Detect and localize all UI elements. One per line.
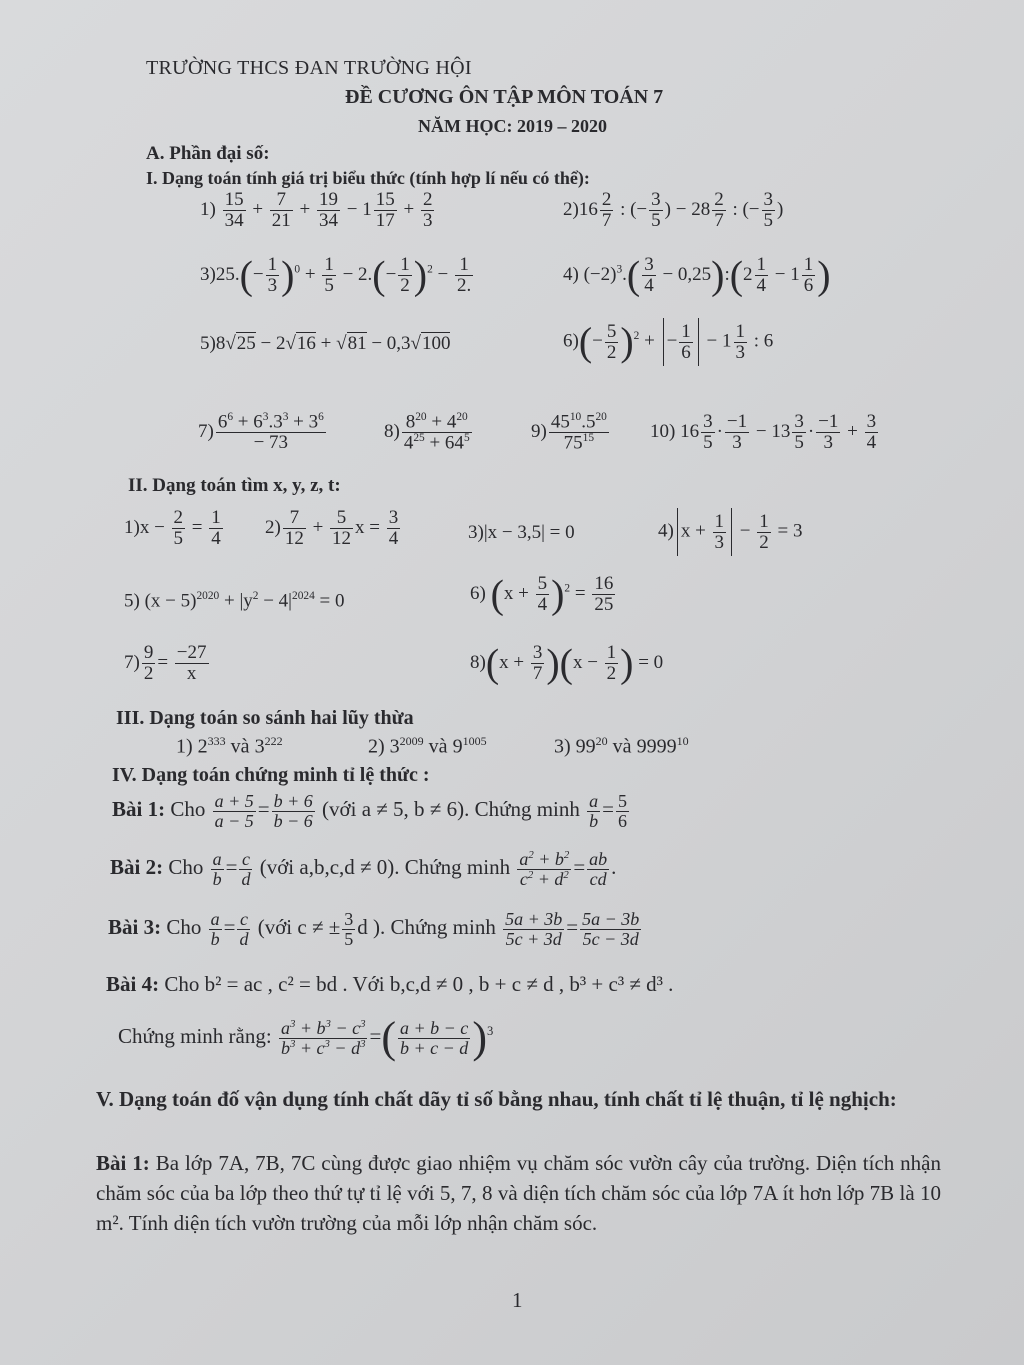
cho: Cho: [168, 855, 204, 880]
find-x-2: 2) $\frac{7}{12}$ + $\frac{5}{12}$ x = $\frac{3}{4}$: [265, 507, 399, 549]
exponent: 10: [676, 734, 689, 748]
document-title: ĐỀ CƯƠNG ÔN TẬP MÔN TOÁN 7: [345, 86, 664, 108]
proof-3: Bài 3: Cho $\frac{a}{b}$ = $\frac{c}{d}$ (với c ≠ ± $\frac{3}{5}$ d ). Chứng minh $\frac{5a + 3b}{5c + 3d}$ = $\frac{5a - 3b}{5c - 3d}$: [108, 909, 640, 949]
compare-2: [368, 734, 487, 759]
part2-heading: II. Dạng toán tìm x, y, z, t:: [128, 475, 341, 496]
exponent: 2009: [399, 734, 424, 748]
expr-label: 5): [200, 333, 216, 354]
bai1-text: Ba lớp 7A, 7B, 7C cùng được giao nhiệm vụ chăm sóc vườn cây của trường. Diện tích nhận chăm sóc của ba lớp theo thứ tự tỉ lệ với 5, 7, 8 và diện tích chăm sóc của lớp 7A ít hơn lớp 7B là 10 m². Tính diện tích vườn trường của mỗi lớp nhận chăm sóc.: [96, 1151, 942, 1235]
page-number: 1: [512, 1288, 523, 1312]
proof-4: [106, 972, 673, 997]
condition: (với a,b,c,d ≠ 0). Chứng minh: [259, 855, 511, 880]
item-label: 3): [468, 522, 484, 543]
proof-1: Bài 1: Cho $\frac{a + 5}{a - 5}$ = $\frac{b + 6}{b - 6}$ (với a ≠ 5, b ≠ 6). Chứng minh $\frac{a}{b}$ = $\frac{5}{6}$: [112, 791, 627, 831]
expr-label: 7): [198, 420, 214, 442]
expr-3: 3)25.(− $\frac{1}{3}$ )$^0$ + $\frac{1}{5}$ − 2.(− $\frac{1}{2}$ )$^2$ − $\frac{1}{2.}$: [200, 252, 472, 298]
find-x-8: 8)(x + $\frac{3}{7}$ )(x − $\frac{1}{2}$ ) = 0: [470, 640, 664, 686]
expr-label: 6): [563, 330, 579, 352]
expr-4: 4) $(-2)^3$.( $\frac{3}{4}$ − 0,25):(2 $\frac{1}{4}$ − 1 $\frac{1}{6}$ ): [563, 252, 831, 298]
find-x-3: 3)|x − 3,5| = 0: [468, 522, 575, 543]
find-x-7: 7) $\frac{9}{2}$ = $\frac{-27}{x}$: [124, 642, 207, 684]
bai-label: Bài 3:: [108, 915, 162, 940]
section-a-heading: A. Phần đại số:: [146, 143, 270, 164]
expr-label: 2): [563, 198, 579, 220]
prove-label: Chứng minh rằng:: [118, 1023, 272, 1048]
expr-1: 1) $\frac{15}{34}$ + $\frac{7}{21}$ + $\frac{19}{34}$ − 1 $\frac{15}{17}$ + $\frac{2}{3}$: [200, 189, 433, 231]
item-label: 4): [658, 520, 674, 542]
bai-label: Bài 1:: [112, 797, 166, 822]
item-label: 5): [124, 590, 140, 612]
base: 9: [452, 735, 463, 758]
expr-7: 7) $\frac{6^6 + 6^3.3^3 + 3^6}{- 73}$: [198, 411, 324, 454]
exponent: 1005: [462, 734, 487, 748]
bai-label: Bài 1:: [96, 1151, 150, 1175]
find-x-6: 6) (x + $\frac{5}{4}$ )$^2$ = $\frac{16}{25}$: [470, 571, 614, 617]
base: 3: [254, 735, 265, 758]
cho: Cho: [170, 797, 206, 822]
expr-label: 10): [650, 420, 676, 442]
cho: Cho: [166, 915, 202, 940]
part5-heading: V. Dạng toán đố vận dụng tính chất dãy tỉ số bằng nhau, tính chất tỉ lệ thuận, tỉ lệ nghịch:: [96, 1087, 897, 1111]
find-x-4: 4) x + $\frac{1}{3}$ − $\frac{1}{2}$ = 3: [658, 508, 802, 556]
part4-heading: IV. Dạng toán chứng minh tỉ lệ thức :: [112, 764, 430, 786]
condition-post: d ). Chứng minh: [357, 915, 496, 940]
find-x-5: 5) $(x - 5)^{2020} + |y^2 - 4|^{2024} = 0$: [124, 590, 345, 612]
expr-9: 9) $\frac{45^{10}.5^{20}}{75^{15}}$: [531, 411, 607, 454]
find-x-1: 1)x − $\frac{2}{5}$ = $\frac{1}{4}$: [124, 507, 221, 549]
part3-heading: III. Dạng toán so sánh hai lũy thừa: [116, 707, 414, 729]
item-label: 3): [554, 735, 571, 758]
expr-5: 5)8√25 − 2√16 + √81 − 0,3√100: [200, 333, 451, 354]
item-label: 8): [470, 651, 486, 673]
proof-2: Bài 2: Cho $\frac{a}{b}$ = $\frac{c}{d}$ (với a,b,c,d ≠ 0). Chứng minh $\frac{a^2 + b^2}{c^2 + d^2}$ = $\frac{ab}{cd}$ .: [110, 849, 617, 889]
expr-label: 8): [384, 421, 400, 443]
condition: (với a ≠ 5, b ≠ 6). Chứng minh: [322, 797, 580, 822]
base: 2: [197, 735, 208, 758]
expr-8: 8) $\frac{8^{20} + 4^{20}}{4^{25} + 64^5}$: [384, 411, 470, 454]
part5-bai1: [96, 1148, 941, 1238]
expr-2: 2)16 $\frac{2}{7}$ : (− $\frac{3}{5}$ ) − 28 $\frac{2}{7}$ : (− $\frac{3}{5}$ ): [563, 189, 784, 231]
bai-label: Bài 2:: [110, 855, 164, 880]
school-name: TRƯỜNG THCS ĐAN TRƯỜNG HỘI: [146, 57, 472, 79]
item-label: 6): [470, 582, 486, 604]
proof-4-claim: Chứng minh rằng: $\frac{a^3 + b^3 - c^3}{b^3 + c^3 - d^3}$ =( $\frac{a + b - c}{b + c - d}$ )$^3$: [118, 1013, 494, 1062]
part1-heading: I. Dạng toán tính giá trị biểu thức (tính hợp lí nếu có thể):: [146, 168, 590, 188]
expr-label: 9): [531, 421, 547, 443]
item-label: 7): [124, 651, 140, 673]
item-label: 2): [368, 735, 385, 758]
base: 3: [389, 735, 400, 758]
base: 99: [575, 735, 596, 758]
conj: và: [230, 735, 250, 758]
expr-label: 4): [563, 263, 579, 285]
item-label: 1): [124, 516, 140, 538]
expr-6: 6)(− $\frac{5}{2}$ )$^2$ + − $\frac{1}{6}$ − 1 $\frac{1}{3}$ : 6: [563, 319, 774, 365]
compare-1: [176, 734, 283, 759]
compare-3: [554, 734, 689, 759]
base: 9999: [636, 735, 677, 758]
item-label: 2): [265, 516, 281, 538]
bai4-text: Cho b² = ac , c² = bd . Với b,c,d ≠ 0 , b + c ≠ d , b³ + c³ ≠ d³ .: [164, 972, 674, 996]
expr-label: 3): [200, 263, 216, 285]
conj: và: [612, 735, 632, 758]
condition-pre: (với c ≠ ±: [257, 915, 341, 940]
school-year: NĂM HỌC: 2019 – 2020: [418, 116, 607, 136]
expr-label: 1): [200, 198, 216, 220]
exponent: 333: [207, 734, 226, 748]
exponent: 222: [264, 734, 283, 748]
exponent: 20: [595, 734, 608, 748]
expr-10: 10) 16 $\frac{3}{5}$ · $\frac{-1}{3}$ − 13 $\frac{3}{5}$ · $\frac{-1}{3}$ + $\frac{3}{4}$: [650, 411, 877, 453]
conj: và: [428, 735, 448, 758]
item-label: 1): [176, 735, 193, 758]
bai-label: Bài 4:: [106, 972, 160, 996]
